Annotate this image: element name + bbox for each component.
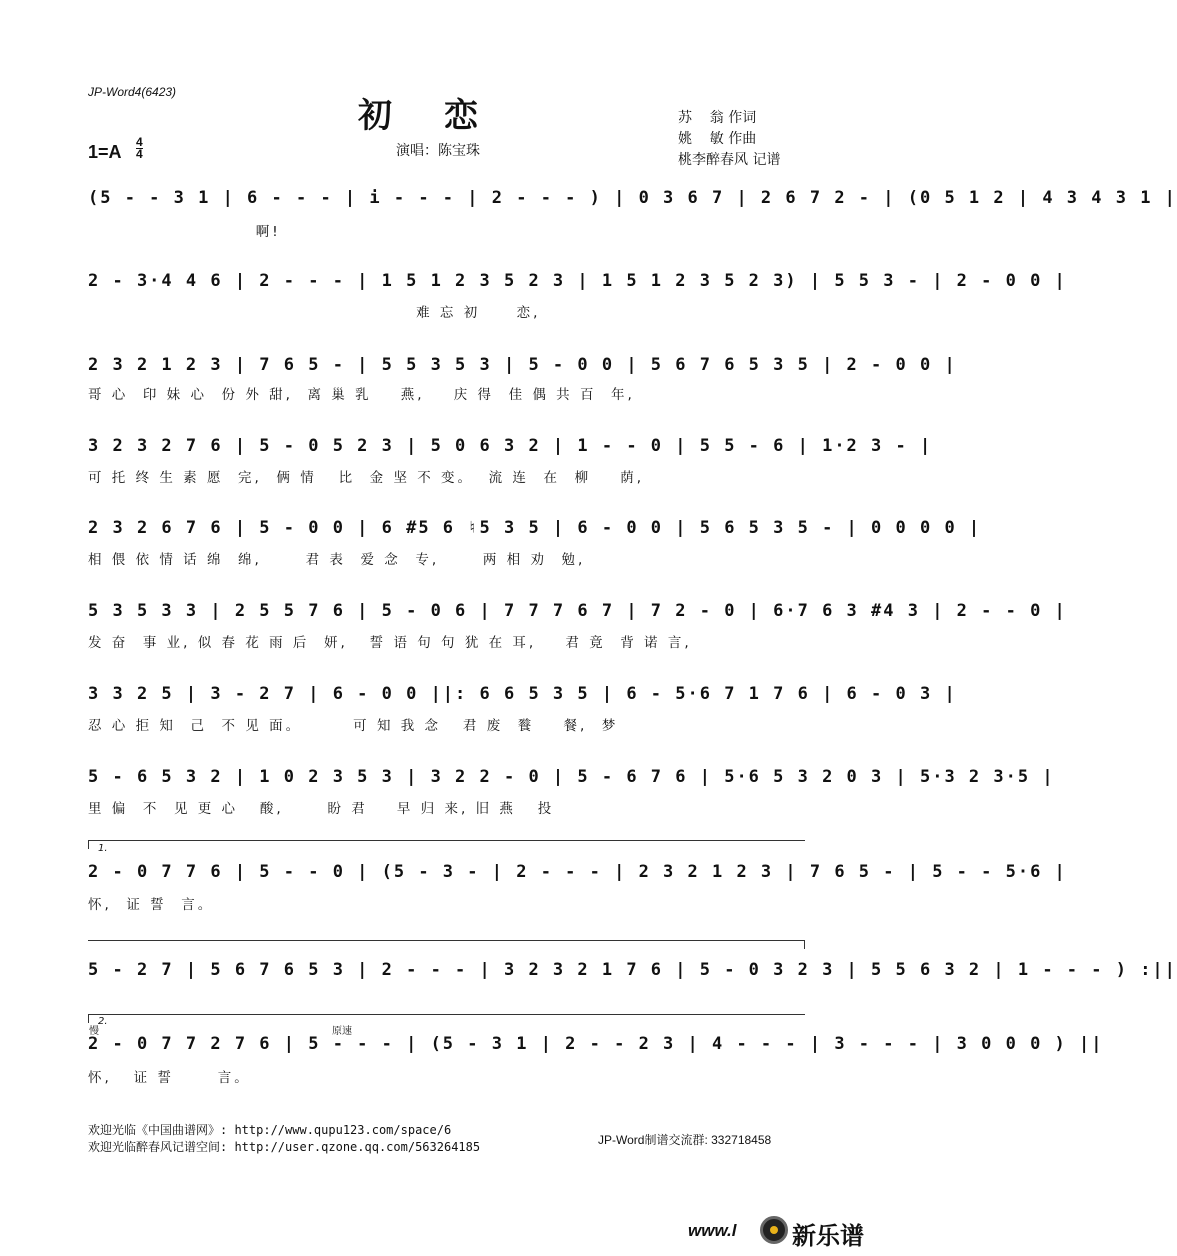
credits: [678, 108, 780, 171]
score-row-4: 3 2 3 2 7 6 | 5 - 0 5 2 3 | 5 0 6 3 2 | 1 - - 0 | 5 5 - 6 | 1·2 3 - |: [88, 436, 933, 456]
singer: 演唱：陈宝珠: [396, 143, 480, 159]
meter-top: 4: [136, 135, 143, 149]
transcriber: 桃李醉春风 记谱: [678, 152, 781, 168]
lyricist: 苏 翁 作词: [678, 110, 757, 126]
song-title: 初恋: [358, 96, 530, 136]
volta-bracket-1: [88, 840, 805, 849]
lyric-row-6: 发 奋 事 业, 似 春 花 雨 后 妍, 誓 语 句 句 犹 在 耳, 君 竟 背 诺 言,: [88, 635, 692, 651]
meter-bottom: 4: [136, 147, 143, 161]
tempo-back-mark: 原速: [332, 1026, 352, 1037]
lyric-row-8: 里 偏 不 见 更 心 酸, 盼 君 早 归 来, 旧 燕 投: [88, 801, 555, 817]
score-row-8: 5 - 6 5 3 2 | 1 0 2 3 5 3 | 3 2 2 - 0 | 5 - 6 7 6 | 5·6 5 3 2 0 3 | 5·3 2 3·5 |: [88, 767, 1055, 787]
lyric-row-9: 怀, 证 誓 言。: [88, 897, 215, 913]
lyric-row-4: 可 托 终 生 素 愿 完, 俩 情 比 金 坚 不 变。 流 连 在 柳 荫,: [88, 470, 645, 486]
key-signature: 1=A: [88, 142, 122, 162]
lyric-row-11: 怀, 证 誓 言。: [88, 1070, 251, 1086]
lyric-row-7: 忍 心 拒 知 己 不 见 面。 可 知 我 念 君 废 餮 餐, 梦: [88, 718, 619, 734]
score-row-7: 3 3 2 5 | 3 - 2 7 | 6 - 0 0 ||: 6 6 5 3 5 | 6 - 5·6 7 1 7 6 | 6 - 0 3 |: [88, 684, 957, 704]
score-row-11: 2 - 0 7 7 2 7 6 | 5 - - - | (5 - 3 1 | 2 - - 2 3 | 4 - - - | 3 - - - | 3 0 0 0 ) ||: [88, 1034, 1104, 1054]
score-row-5: 2 3 2 6 7 6 | 5 - 0 0 | 6 #5 6 ♮5 3 5 | 6 - 0 0 | 5 6 5 3 5 - | 0 0 0 0 |: [88, 518, 982, 538]
lyric-row-1: 啊!: [88, 224, 281, 240]
brand-url: www.l: [688, 1221, 737, 1240]
time-signature: [136, 137, 143, 160]
slow-mark: 慢: [89, 1026, 99, 1037]
score-row-10: 5 - 2 7 | 5 6 7 6 5 3 | 2 - - - | 3 2 3 2 1 7 6 | 5 - 0 3 2 3 | 5 5 6 3 2 | 1 - - - ) :||: [88, 960, 1177, 980]
composer: 姚 敏 作曲: [678, 131, 757, 147]
lyric-row-2: 难 忘 初 恋,: [88, 305, 541, 321]
volta-1-label: 1.: [98, 843, 108, 854]
qq-group: JP-Word制谱交流群: 332718458: [598, 1133, 772, 1147]
score-row-6: 5 3 5 3 3 | 2 5 5 7 6 | 5 - 0 6 | 7 7 7 6 7 | 7 2 - 0 | 6·7 6 3 #4 3 | 2 - - 0 |: [88, 601, 1067, 621]
volta-2-label: 2.: [98, 1016, 108, 1027]
score-row-3: 2 3 2 1 2 3 | 7 6 5 - | 5 5 3 5 3 | 5 - 0 0 | 5 6 7 6 5 3 5 | 2 - 0 0 |: [88, 355, 957, 375]
brand-name: 新乐谱: [792, 1222, 864, 1250]
score-row-2: 2 - 3·4 4 6 | 2 - - - | 1 5 1 2 3 5 2 3 | 1 5 1 2 3 5 2 3) | 5 5 3 - | 2 - 0 0 |: [88, 271, 1067, 291]
footer-links: [88, 1122, 480, 1156]
record-disc-icon: [760, 1216, 788, 1244]
volta-bracket-1-end: [88, 940, 805, 949]
footer-line-1: 欢迎光临《中国曲谱网》: http://www.qupu123.com/space/6: [88, 1123, 452, 1137]
brand-watermark: [688, 1214, 878, 1248]
volta-bracket-2: [88, 1014, 805, 1023]
score-row-9: 2 - 0 7 7 6 | 5 - - 0 | (5 - 3 - | 2 - - - | 2 3 2 1 2 3 | 7 6 5 - | 5 - - 5·6 |: [88, 862, 1067, 882]
software-label: JP-Word4(6423): [88, 85, 177, 99]
lyric-row-3: 哥 心 印 妹 心 份 外 甜, 离 巢 乳 燕, 庆 得 佳 偶 共 百 年,: [88, 387, 635, 403]
lyric-row-5: 相 偎 依 情 话 绵 绵, 君 表 爱 念 专, 两 相 劝 勉,: [88, 552, 586, 568]
footer-line-2: 欢迎光临醉春风记谱空间: http://user.qzone.qq.com/563264185: [88, 1140, 481, 1154]
score-row-1: (5 - - 3 1 | 6 - - - | i - - - | 2 - - - ) | 0 3 6 7 | 2 6 7 2 - | (0 5 1 2 | 4 3 4 3 1 |: [88, 188, 1177, 208]
